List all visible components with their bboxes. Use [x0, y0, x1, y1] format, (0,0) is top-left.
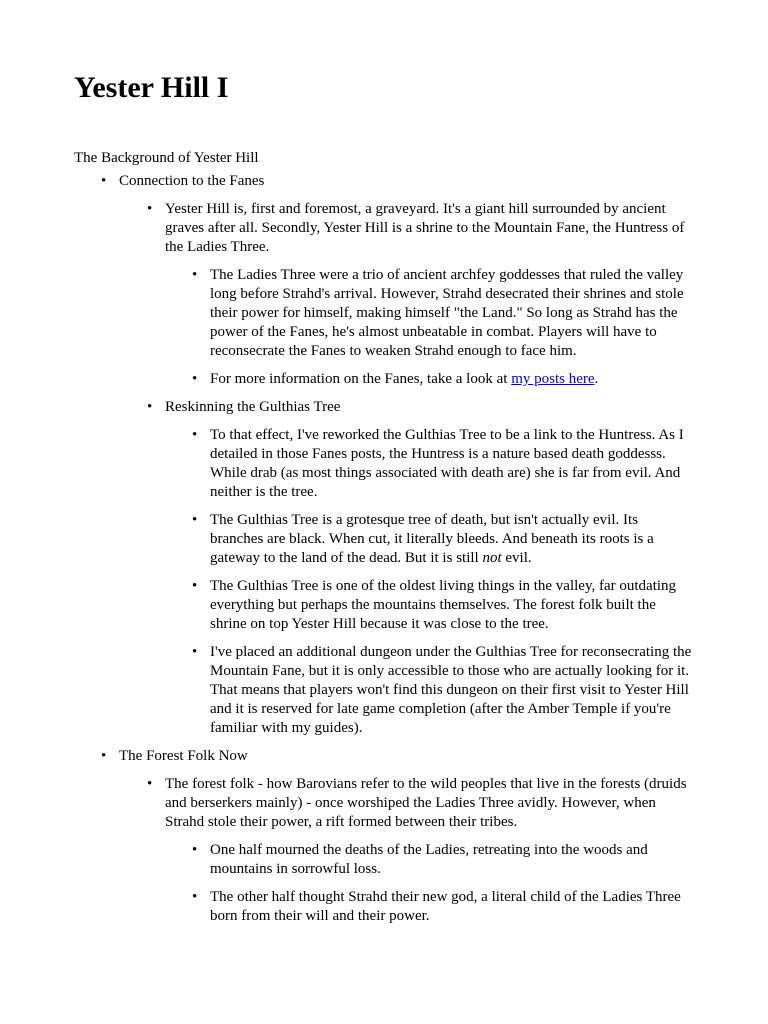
section-connection-to-fanes: [119, 172, 694, 738]
list-item-text: • One half mourned the deaths of the Ladies, retreating into the woods and mountains in sorrowful loss.: [210, 842, 648, 877]
detail-list: [165, 841, 694, 926]
emph-lead-text: The Gulthias Tree is a grotesque tree of death, but isn't actually evil. Its branches are black. When cut, it literally bleeds. And beneath its roots is a gateway to the land of the dead. But it is still: [210, 512, 654, 566]
link-trail-text: .: [594, 371, 599, 387]
section-label: • The Forest Folk Now: [119, 748, 248, 764]
list-item-text: • To that effect, I've reworked the Gulthias Tree to be a link to the Huntress. As I detailed in those Fanes posts, the Huntress is a nature based death goddesss. While drab (as most things associated with death are) she is far from evil. And neither is the tree.: [210, 427, 684, 500]
link-lead-text: For more information on the Fanes, take a look at: [210, 371, 512, 387]
subsection-list: [119, 775, 694, 926]
section-list: [74, 172, 694, 926]
fanes-posts-link[interactable]: my posts here: [511, 371, 595, 387]
list-item-text: • The forest folk - how Barovians refer to the wild peoples that live in the forests (druids and berserkers mainly) - once worshiped the Ladies Three avidly. However, when Strahd stole their power, a rift formed between their tribes.: [165, 776, 687, 830]
intro-text: The Background of Yester Hill: [74, 150, 259, 166]
list-item-text: • The Gulthias Tree is one of the oldest living things in the valley, far outdating everything but perhaps the mountains themselves. The forest folk built the shrine on top Yester Hill because it was close to the tree.: [210, 578, 677, 632]
list-item: [210, 511, 694, 568]
subsection-list: [119, 200, 694, 738]
list-item-text: • Yester Hill is, first and foremost, a graveyard. It's a giant hill surrounded by ancient graves after all. Secondly, Yester Hill is a shrine to the Mountain Fane, the Huntress of the Ladies Three.: [165, 201, 685, 255]
list-item-text: • The Ladies Three were a trio of ancient archfey goddesses that ruled the valley long before Strahd's arrival. However, Strahd desecrated their shrines and stole their power for himself, making himself "the Land." So long as Strahd has the power of the Fanes, he's almost unbeatable in combat. Players will have to reconsecrate the Fanes to weaken Strahd enough to face him.: [210, 267, 684, 359]
list-item-text-with-emphasis: [210, 511, 694, 568]
list-item: [210, 577, 694, 634]
list-item: [165, 398, 694, 738]
list-item: [165, 200, 694, 389]
list-item: [210, 370, 694, 389]
list-item: [210, 426, 694, 502]
emph-trail-text: evil.: [501, 550, 532, 566]
list-item-text: • I've placed an additional dungeon under the Gulthias Tree for reconsecrating the Mountain Fane, but it is only accessible to those who are actually looking for it. That means that players won't find this dungeon on their first visit to Yester Hill and it is reserved for late game completion (after the Amber Temple if you're familiar with my guides).: [210, 644, 692, 736]
detail-list: [165, 266, 694, 389]
list-item: [210, 266, 694, 361]
detail-list: [165, 426, 694, 738]
list-item: [210, 841, 694, 879]
list-item: [210, 643, 694, 738]
list-item-text: • The other half thought Strahd their new god, a literal child of the Ladies Three born from their will and their power.: [210, 889, 681, 924]
list-item: [210, 888, 694, 926]
page-title: Yester Hill I: [74, 71, 229, 104]
document-body: [74, 149, 694, 935]
list-item-text-with-link: [210, 370, 694, 389]
section-forest-folk-now: [119, 747, 694, 926]
section-label: • Connection to the Fanes: [119, 173, 265, 189]
emphasis-text: not: [482, 550, 502, 566]
list-item: [165, 775, 694, 926]
list-item-text: • Reskinning the Gulthias Tree: [165, 399, 341, 415]
